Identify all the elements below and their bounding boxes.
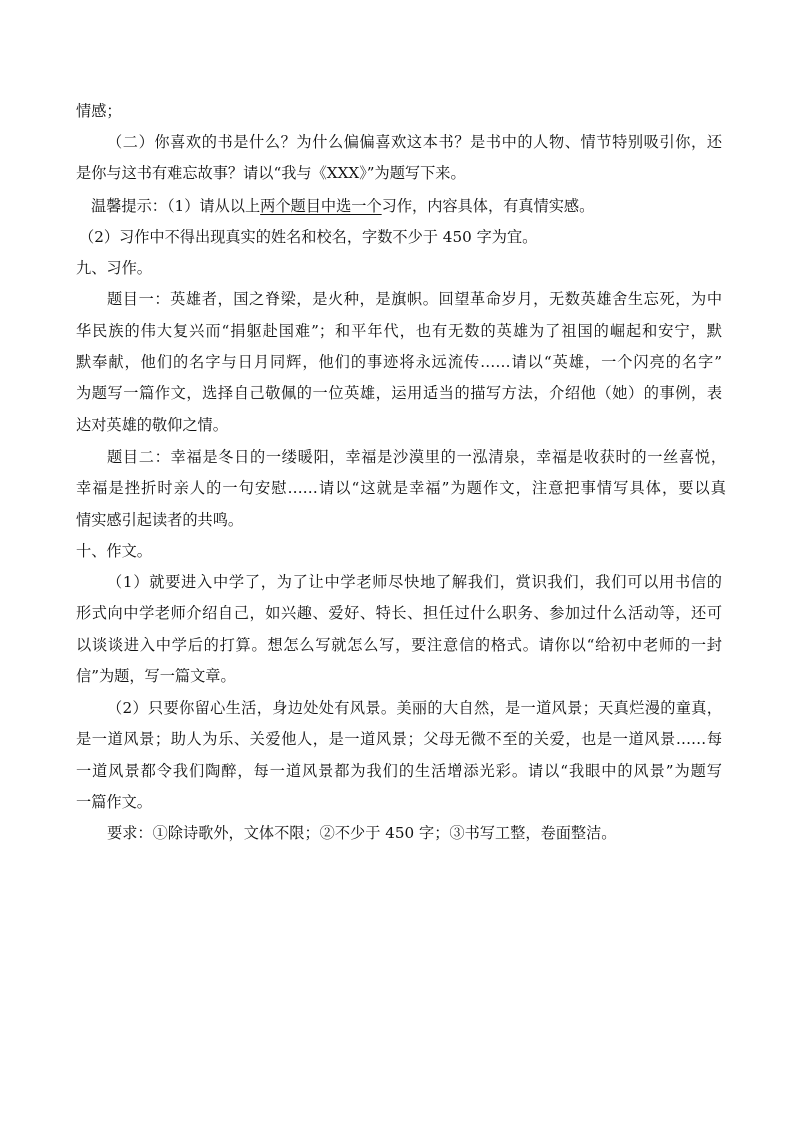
tip-prefix: 温馨提示：（1）请从以上 xyxy=(91,197,261,215)
text-line: 情感； xyxy=(76,102,122,120)
topic-two-line-3: 情实感引起读者的共鸣。 xyxy=(76,511,244,529)
section-heading-10: 十、作文。 xyxy=(76,542,152,560)
topic-one-line-5: 达对英雄的敬仰之情。 xyxy=(76,416,228,434)
essay-one-line-1: （1）就要进入中学了，为了让中学老师尽快地了解我们，赏识我们，我们可以用书信的 xyxy=(107,573,722,591)
essay-one-line-3: 以谈谈进入中学后的打算。想怎么写就怎么写，要注意信的格式。请你以“给初中老师的一封 xyxy=(76,636,722,654)
essay-two-line-4: 一篇作文。 xyxy=(76,793,152,811)
tip-underlined: 两个题目中选一个 xyxy=(260,197,382,215)
requirements-line: 要求：①除诗歌外，文体不限；②不少于 450 字；③书写工整，卷面整洁。 xyxy=(107,824,617,842)
topic-one-line-4: 为题写一篇作文，选择自己敬佩的一位英雄，运用适当的描写方法，介绍他（她）的事例，表 xyxy=(76,384,722,402)
question-two-line-1: （二）你喜欢的书是什么？为什么偏偏喜欢这本书？是书中的人物、情节特别吸引你，还 xyxy=(107,133,722,151)
topic-one-line-2: 华民族的伟大复兴而“捐躯赴国难”；和平年代，也有无数的英雄为了祖国的崛起和安宁，默 xyxy=(76,322,722,340)
question-two-line-2: 是你与这书有难忘故事？请以“我与《XXX》”为题写下来。 xyxy=(76,164,466,182)
tip-line-2: （2）习作中不得出现真实的姓名和校名，字数不少于 450 字为宜。 xyxy=(79,228,538,246)
topic-two-line-2: 幸福是挫折时亲人的一句安慰……请以“这就是幸福”为题作文，注意把事情写具体，要以真 xyxy=(76,479,726,497)
section-heading-9: 九、习作。 xyxy=(76,259,152,277)
essay-two-line-3: 一道风景都令我们陶醉，每一道风景都为我们的生活增添光彩。请以“我眼中的风景”为题写 xyxy=(76,762,722,780)
essay-two-line-1: （2）只要你留心生活，身边处处有风景。美丽的大自然，是一道风景；天真烂漫的童真， xyxy=(107,699,722,717)
essay-one-line-2: 形式向中学老师介绍自己，如兴趣、爱好、特长、担任过什么职务、参加过什么活动等，还可 xyxy=(76,604,722,622)
essay-two-line-2: 是一道风景；助人为乐、关爱他人，是一道风景；父母无微不至的关爱，也是一道风景……每 xyxy=(76,730,722,748)
tip-suffix: 习作，内容具体，有真情实感。 xyxy=(381,197,595,215)
topic-one-line-1: 题目一：英雄者，国之脊梁，是火种，是旗帜。回望革命岁月，无数英雄舍生忘死，为中 xyxy=(107,290,722,308)
tip-line-1 xyxy=(91,191,741,222)
topic-two-line-1: 题目二：幸福是冬日的一缕暖阳，幸福是沙漠里的一泓清泉，幸福是收获时的一丝喜悦， xyxy=(107,448,726,466)
topic-one-line-3: 默奉献，他们的名字与日月同辉，他们的事迹将永远流传……请以“英雄，一个闪亮的名字” xyxy=(76,353,722,371)
essay-one-line-4: 信”为题，写一篇文章。 xyxy=(76,667,236,685)
